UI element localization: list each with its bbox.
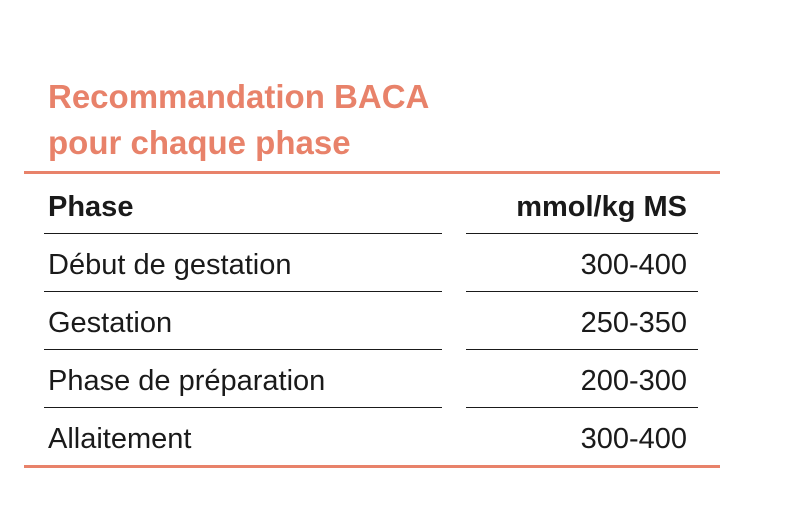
table-row	[0, 410, 797, 468]
row-phase: Phase de préparation	[48, 365, 326, 397]
table-row	[0, 236, 797, 294]
row-divider	[44, 291, 442, 292]
row-divider	[466, 407, 698, 408]
row-phase: Gestation	[48, 307, 173, 339]
header-phase: Phase	[48, 191, 134, 223]
row-value: 250-350	[580, 307, 687, 339]
table-header-row	[0, 178, 797, 236]
row-phase: Début de gestation	[48, 249, 292, 281]
row-divider	[466, 349, 698, 350]
row-divider	[466, 233, 698, 234]
row-divider	[44, 233, 442, 234]
table-title-line-1: Recommandation BACA	[48, 78, 430, 115]
row-phase: Allaitement	[48, 423, 192, 455]
table-row	[0, 352, 797, 410]
row-divider	[44, 349, 442, 350]
table-title	[48, 74, 429, 166]
bottom-accent-rule	[24, 465, 720, 468]
header-value: mmol/kg MS	[516, 191, 687, 223]
row-divider	[466, 291, 698, 292]
row-value: 300-400	[580, 249, 687, 281]
top-accent-rule	[24, 171, 720, 174]
row-value: 300-400	[580, 423, 687, 455]
table-title-line-2: pour chaque phase	[48, 124, 351, 161]
table-row	[0, 294, 797, 352]
row-divider	[44, 407, 442, 408]
row-value: 200-300	[580, 365, 687, 397]
